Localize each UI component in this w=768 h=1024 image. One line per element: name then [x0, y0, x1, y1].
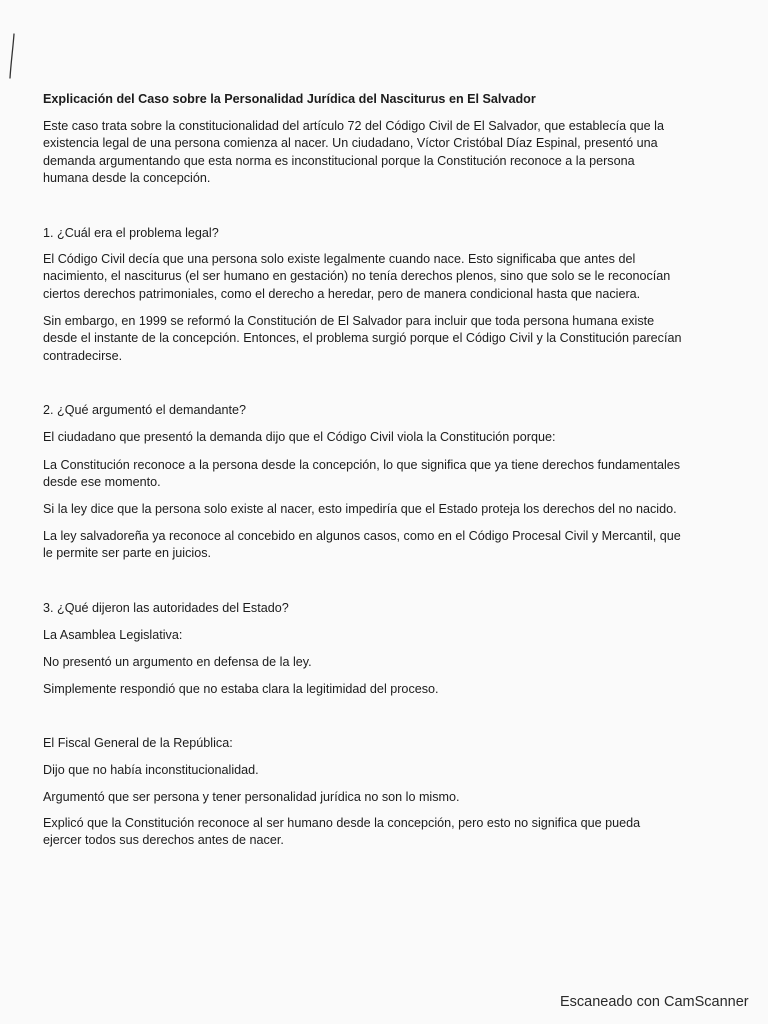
fiscal-paragraph-2: Argumentó que ser persona y tener personalidad jurídica no son lo mismo.	[43, 790, 460, 804]
text-line: ciertos derechos patrimoniales, como el derecho a heredar, pero de manera condicional hasta que naciera.	[43, 286, 641, 301]
text-line: nacimiento, el nasciturus (el ser humano en gestación) no tenía derechos plenos, sino que solo se le reconocían	[43, 269, 671, 284]
section3-heading: 3. ¿Qué dijeron las autoridades del Estado?	[43, 601, 289, 615]
section1-paragraph-1	[43, 251, 743, 303]
text-line: Sin embargo, en 1999 se reformó la Constitución de El Salvador para incluir que toda persona humana existe	[43, 314, 655, 328]
section1-paragraph-2	[43, 313, 743, 365]
section2-paragraph-2	[43, 457, 743, 492]
section2-paragraph-4	[43, 528, 743, 563]
text-line: demanda argumentando que esta norma es inconstitucional porque la Constitución reconoce a la persona	[43, 153, 635, 168]
section1-heading: 1. ¿Cuál era el problema legal?	[43, 226, 219, 240]
scanner-watermark: Escaneado con CamScanner	[560, 994, 749, 1010]
text-line: desde el instante de la concepción. Entonces, el problema surgió porque el Código Civil y la Constitución parecían	[43, 331, 682, 346]
text-line: ejercer todos sus derechos antes de nacer.	[43, 833, 284, 848]
text-line: La ley salvadoreña ya reconoce al concebido en algunos casos, como en el Código Procesal Civil y Mercantil, que	[43, 529, 681, 543]
section2-paragraph-3: Si la ley dice que la persona solo existe al nacer, esto impediría que el Estado proteja los derechos del no nacido.	[43, 502, 677, 516]
assembly-paragraph-1: No presentó un argumento en defensa de la ley.	[43, 655, 312, 669]
section2-heading: 2. ¿Qué argumentó el demandante?	[43, 403, 247, 417]
fiscal-paragraph-1: Dijo que no había inconstitucionalidad.	[43, 763, 259, 777]
document-title: Explicación del Caso sobre la Personalidad Jurídica del Nasciturus en El Salvador	[43, 92, 536, 106]
text-line: le permite ser parte en juicios.	[43, 546, 211, 561]
intro-paragraph	[43, 118, 743, 188]
assembly-paragraph-2: Simplemente respondió que no estaba clara la legitimidad del proceso.	[43, 682, 439, 696]
assembly-label: La Asamblea Legislativa:	[43, 628, 183, 642]
text-line: Explicó que la Constitución reconoce al ser humano desde la concepción, pero esto no significa que pueda	[43, 816, 641, 830]
text-line: El Código Civil decía que una persona solo existe legalmente cuando nace. Esto significaba que antes del	[43, 252, 636, 266]
fiscal-label: El Fiscal General de la República:	[43, 736, 233, 750]
fiscal-paragraph-3	[43, 815, 743, 850]
text-line: existencia legal de una persona comienza al nacer. Un ciudadano, Víctor Cristóbal Díaz Espinal, presentó una	[43, 136, 658, 151]
text-line: humana desde la concepción.	[43, 171, 211, 186]
section2-paragraph-1: El ciudadano que presentó la demanda dijo que el Código Civil viola la Constitución porque:	[43, 430, 556, 444]
text-line: desde ese momento.	[43, 475, 161, 490]
text-line: contradecirse.	[43, 348, 123, 363]
pen-stroke-mark	[0, 0, 30, 90]
text-line: Este caso trata sobre la constitucionalidad del artículo 72 del Código Civil de El Salvador, que establecía que la	[43, 119, 664, 133]
text-line: La Constitución reconoce a la persona desde la concepción, lo que significa que ya tiene derechos fundamentales	[43, 458, 681, 472]
